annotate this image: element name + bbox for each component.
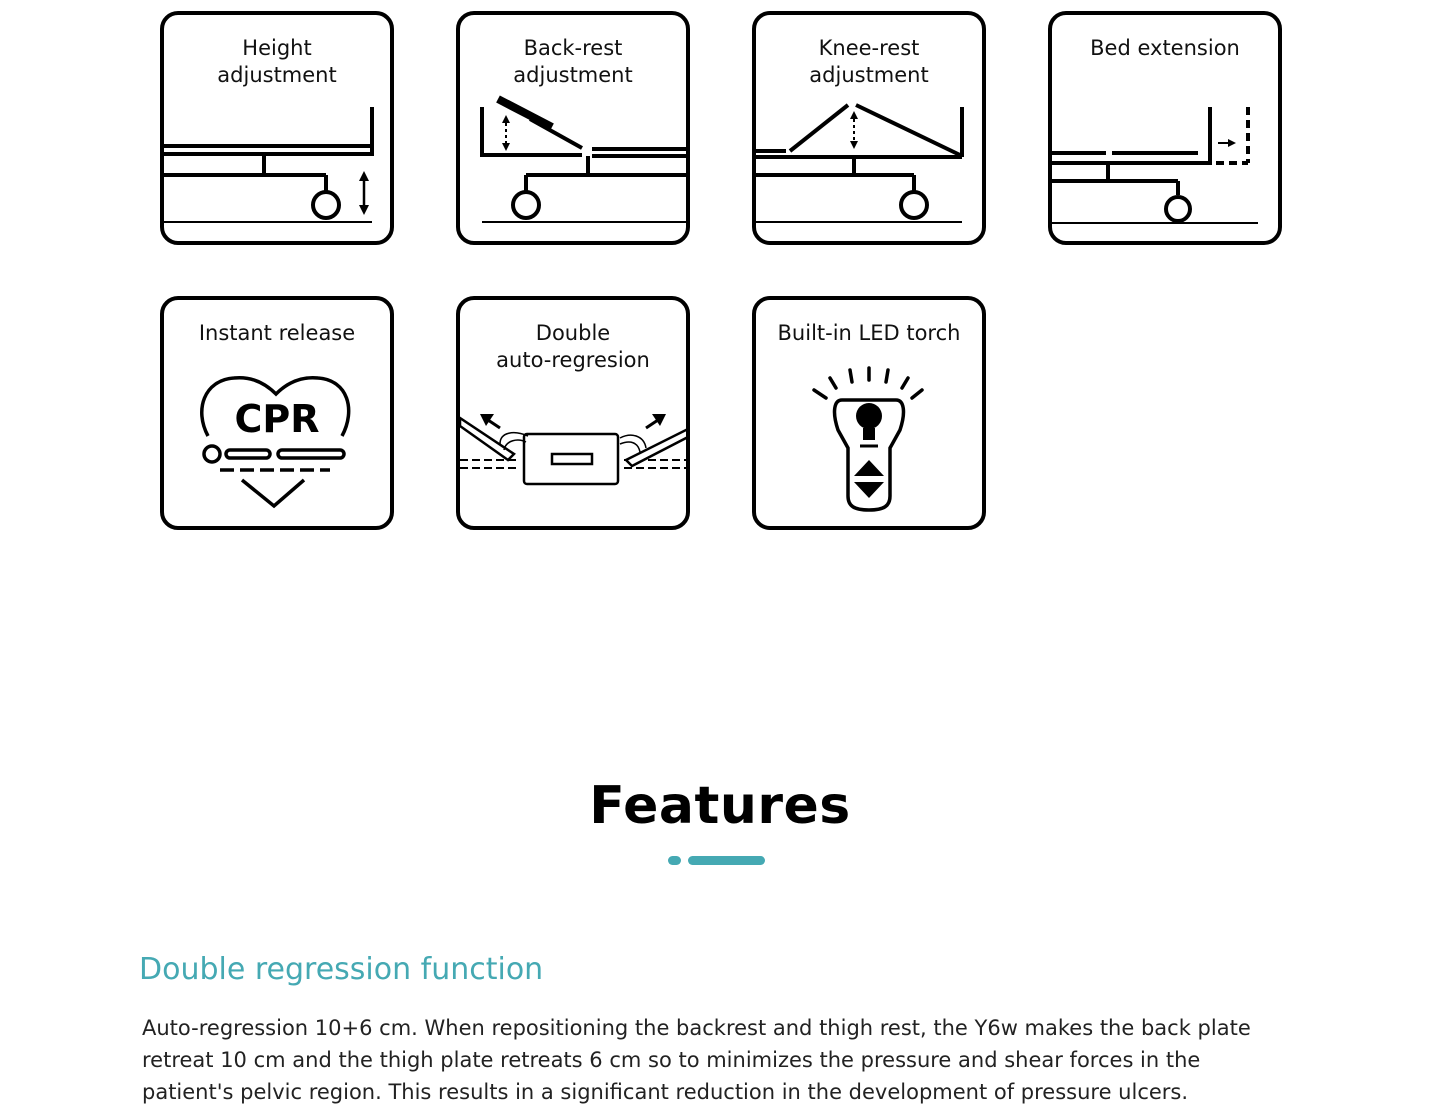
feature-label: Bed extension bbox=[1090, 36, 1240, 60]
feature-label: Double auto-regresion bbox=[496, 321, 650, 372]
feature-card-bed-extension bbox=[1048, 11, 1282, 245]
feature-card-double-auto-regression bbox=[456, 296, 690, 530]
heading-divider-dot bbox=[668, 856, 681, 865]
feature-label: Back-rest adjustment bbox=[513, 36, 633, 87]
features-heading: Features bbox=[589, 776, 851, 836]
feature-label: Knee-rest adjustment bbox=[809, 36, 929, 87]
cpr-text: CPR bbox=[234, 397, 320, 441]
feature-label: Instant release bbox=[198, 321, 356, 345]
feature-card-backrest bbox=[456, 11, 690, 245]
heading-divider-bar bbox=[688, 856, 765, 865]
feature-card-kneerest bbox=[752, 11, 986, 245]
feature-label: Height adjustment bbox=[217, 36, 337, 87]
section-title: Double regression function bbox=[139, 952, 544, 987]
feature-label: Built-in LED torch bbox=[777, 321, 961, 345]
feature-card-height bbox=[160, 11, 394, 245]
feature-card-instant-release bbox=[160, 296, 394, 530]
feature-card-led-torch bbox=[752, 296, 986, 530]
section-description: Auto-regression 10+6 cm. When repositioning the backrest and thigh rest, the Y6w makes the back plate retreat 10 cm and the thigh plate retreats 6 cm so to minimizes the pressure and shear forces in the patient's pelvic region. This results in a significant reduction in the development of pressure ulcers. bbox=[142, 1016, 1251, 1104]
